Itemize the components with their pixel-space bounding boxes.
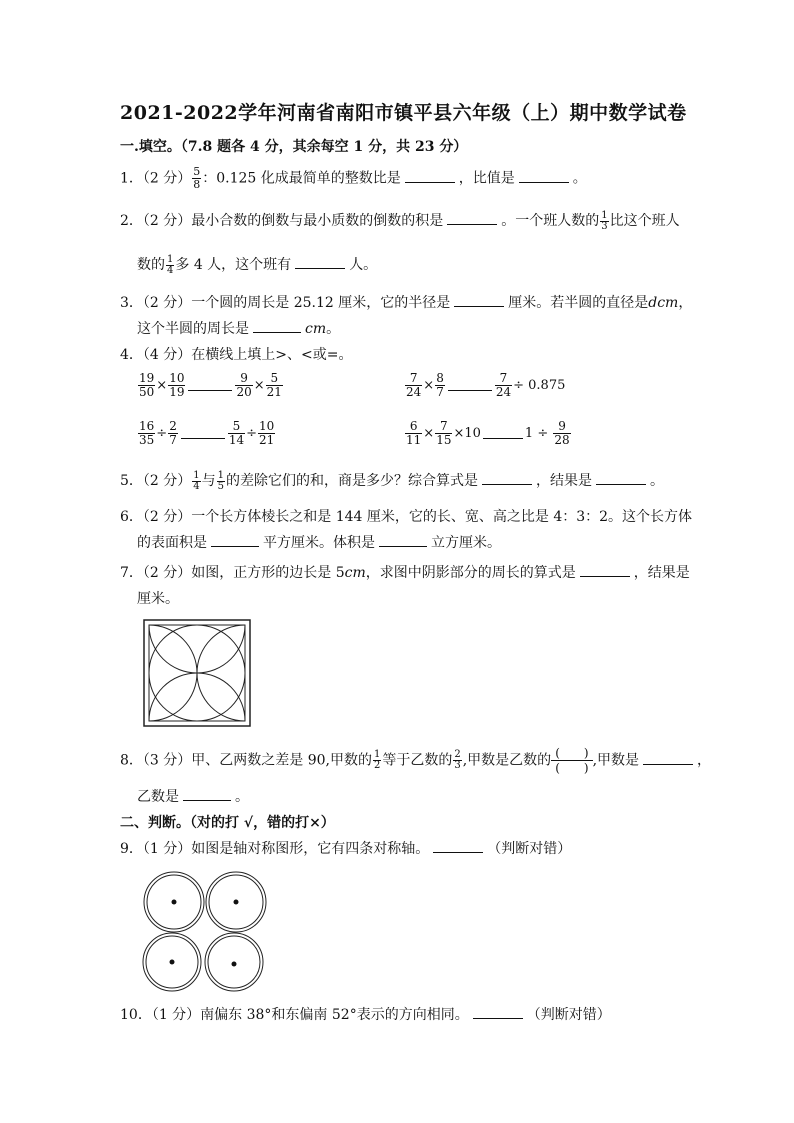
q6-answer-blank-1[interactable] bbox=[211, 532, 259, 547]
question-6: 6．（2 分）一个长方体棱长之和是 144 厘米，它的长、宽、高之比是 4：3：2。这个长方体 bbox=[120, 509, 693, 525]
question-5: 5．（2 分） $\frac{1}{4}$ 与 $\frac{1}{5}$ 的差除它们的和，商是多少？综合算式是 ，结果是 。 bbox=[120, 469, 665, 492]
q10-answer-blank[interactable] bbox=[473, 1004, 523, 1019]
q3-answer-blank-2[interactable] bbox=[253, 318, 301, 333]
q8-fraction-answer[interactable]: $\frac{( )}{( )}$ bbox=[551, 746, 592, 775]
q4-expression-1: $\frac{19}{50}$ × $\frac{10}{19}$ $\frac{9}{20}$ × $\frac{5}{21}$ bbox=[139, 371, 282, 399]
q6-prefix: 6．（2 分） bbox=[120, 509, 192, 525]
q4-expression-2: $\frac{7}{24}$ × $\frac{8}{7}$ $\frac{7}{24}$ ÷ 0.875 bbox=[406, 371, 566, 399]
q3-answer-blank-1[interactable] bbox=[454, 292, 504, 307]
q4-expression-4: $\frac{6}{11}$ × $\frac{7}{15}$ ×10 1 ÷ $\frac{9}{28}$ bbox=[406, 419, 570, 447]
q9-prefix: 9．（1 分） bbox=[120, 841, 192, 857]
q4-prefix: 4．（4 分） bbox=[120, 347, 192, 363]
q1-prefix: 1．（2 分） bbox=[120, 170, 192, 187]
q1-answer-blank-1[interactable] bbox=[405, 168, 455, 183]
q7-answer-blank[interactable] bbox=[580, 562, 630, 577]
page-title: 2021-2022学年河南省南阳市镇平县六年级（上）期中数学试卷 bbox=[120, 102, 687, 124]
q4-expression-3: $\frac{16}{35}$ ÷ $\frac{2}{7}$ $\frac{5}{14}$ ÷ $\frac{10}{21}$ bbox=[139, 419, 275, 447]
question-7: 7．（2 分）如图，正方形的边长是 5cm，求图中阴影部分的周长的算式是 ，结果是 bbox=[120, 562, 690, 584]
q2-fraction-1: $\frac{1}{3}$ bbox=[601, 209, 608, 232]
q6-answer-blank-2[interactable] bbox=[379, 532, 427, 547]
q2-answer-blank-2[interactable] bbox=[295, 254, 345, 269]
q7-square-petal-figure bbox=[143, 619, 251, 727]
q8-prefix: 8．（3 分） bbox=[120, 752, 192, 769]
q8-answer-blank-2[interactable] bbox=[183, 786, 231, 801]
q9-answer-blank[interactable] bbox=[433, 838, 483, 853]
section-heading-fill-in: 一.填空。（7.8 题各 4 分，其余每空 1 分，共 23 分） bbox=[120, 139, 468, 155]
q2-fraction-2: $\frac{1}{4}$ bbox=[167, 253, 174, 276]
question-3-line-2: 这个半圆的周长是 cm。 bbox=[137, 318, 340, 340]
question-9: 9．（1 分）如图是轴对称图形，它有四条对称轴。 （判断对错） bbox=[120, 838, 571, 860]
question-2: 2．（2 分）最小合数的倒数与最小质数的倒数的积是 。一个班人数的 $\frac{1}{3}$ 比这个班人 bbox=[120, 209, 680, 232]
q5-answer-blank-2[interactable] bbox=[596, 470, 646, 485]
question-4: 4．（4 分）在横线上填上>、<或=。 bbox=[120, 347, 353, 363]
q4-compare-blank-4[interactable] bbox=[483, 428, 523, 439]
q7-prefix: 7．（2 分） bbox=[120, 565, 192, 581]
q4-compare-blank-3[interactable] bbox=[181, 428, 225, 439]
q2-answer-blank-1[interactable] bbox=[447, 210, 497, 225]
q2-prefix: 2．（2 分） bbox=[120, 213, 192, 229]
question-8: 8．（3 分）甲、乙两数之差是 90,甲数的 $\frac{1}{2}$ 等于乙数的 $\frac{2}{3}$ ,甲数是乙数的 $\frac{( )}{( )}$ ,甲数是 ， bbox=[120, 746, 712, 775]
q5-answer-blank-1[interactable] bbox=[482, 470, 532, 485]
section-heading-true-false: 二、判断。（对的打 √，错的打×） bbox=[120, 815, 335, 831]
question-2-line-2: 数的 $\frac{1}{4}$ 多 4 人，这个班有 人。 bbox=[137, 253, 378, 276]
q1-answer-blank-2[interactable] bbox=[519, 168, 569, 183]
question-3: 3．（2 分）一个圆的周长是 25.12 厘米，它的半径是 厘米。若半圆的直径是dcm， bbox=[120, 292, 692, 314]
q9-four-circles-figure bbox=[138, 870, 272, 992]
question-10: 10．（1 分）南偏东 38°和东偏南 52°表示的方向相同。 （判断对错） bbox=[120, 1004, 611, 1026]
question-8-line-2: 乙数是 。 bbox=[137, 786, 249, 808]
question-1: 1．（2 分） $\frac{5}{8}$ ：0.125 化成最简单的整数比是 ，比值是 。 bbox=[120, 165, 587, 191]
q1-fraction: $\frac{5}{8}$ bbox=[193, 165, 201, 191]
q4-compare-blank-1[interactable] bbox=[188, 380, 232, 391]
q4-compare-blank-2[interactable] bbox=[448, 380, 492, 391]
q3-prefix: 3．（2 分） bbox=[120, 295, 192, 311]
question-6-line-2: 的表面积是 平方厘米。体积是 立方厘米。 bbox=[137, 532, 501, 554]
q5-prefix: 5．（2 分） bbox=[120, 473, 192, 489]
q8-answer-blank-1[interactable] bbox=[643, 750, 693, 765]
q10-prefix: 10．（1 分） bbox=[120, 1007, 201, 1023]
question-7-line-2: 厘米。 bbox=[137, 591, 179, 607]
